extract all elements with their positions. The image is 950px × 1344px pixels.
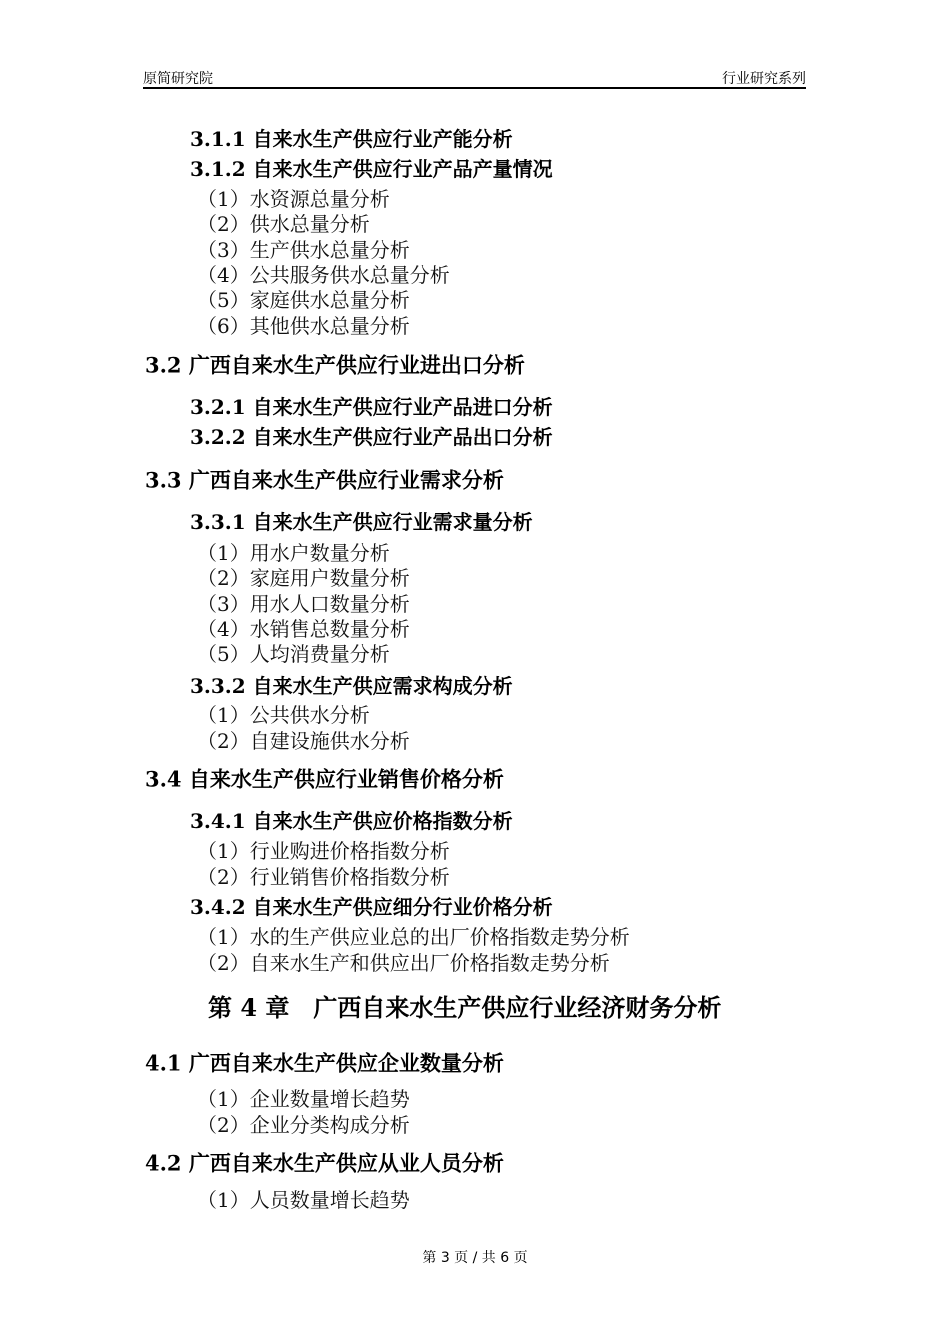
section-heading: 3.2 广西自来水生产供应行业进出口分析: [145, 352, 525, 378]
toc-item: （1）水的生产供应业总的出厂价格指数走势分析: [197, 925, 630, 949]
header-org: 原简研究院: [143, 71, 213, 87]
subsection-heading: 3.1.2 自来水生产供应行业产品产量情况: [190, 157, 553, 181]
subsection-heading: 3.1.1 自来水生产供应行业产能分析: [190, 127, 513, 151]
header-divider: [143, 87, 806, 89]
toc-item: （2）企业分类构成分析: [197, 1113, 410, 1137]
toc-item: （1）用水户数量分析: [197, 541, 390, 565]
page-number: 第 3 页 / 共 6 页: [422, 1250, 528, 1266]
toc-item: （1）企业数量增长趋势: [197, 1087, 410, 1111]
toc-item: （1）公共供水分析: [197, 703, 370, 727]
subsection-heading: 3.4.1 自来水生产供应价格指数分析: [190, 809, 513, 833]
section-heading: 3.4 自来水生产供应行业销售价格分析: [145, 766, 504, 792]
toc-item: （5）家庭供水总量分析: [197, 288, 410, 312]
section-heading: 4.2 广西自来水生产供应从业人员分析: [145, 1150, 504, 1176]
chapter-heading: 第 4 章 广西自来水生产供应行业经济财务分析: [208, 993, 722, 1022]
subsection-heading: 3.3.1 自来水生产供应行业需求量分析: [190, 510, 533, 534]
header-series: 行业研究系列: [722, 71, 806, 87]
toc-item: （2）行业销售价格指数分析: [197, 865, 450, 889]
subsection-heading: 3.3.2 自来水生产供应需求构成分析: [190, 674, 513, 698]
section-heading: 3.3 广西自来水生产供应行业需求分析: [145, 467, 504, 493]
toc-item: （4）公共服务供水总量分析: [197, 263, 450, 287]
toc-item: （2）家庭用户数量分析: [197, 566, 410, 590]
toc-item: （2）自建设施供水分析: [197, 729, 410, 753]
toc-item: （2）供水总量分析: [197, 212, 370, 236]
toc-item: （1）人员数量增长趋势: [197, 1188, 410, 1212]
subsection-heading: 3.2.1 自来水生产供应行业产品进口分析: [190, 395, 553, 419]
section-heading: 4.1 广西自来水生产供应企业数量分析: [145, 1050, 504, 1076]
toc-item: （5）人均消费量分析: [197, 642, 390, 666]
toc-item: （1）水资源总量分析: [197, 187, 390, 211]
toc-item: （3）用水人口数量分析: [197, 592, 410, 616]
toc-item: （3）生产供水总量分析: [197, 238, 410, 262]
toc-item: （4）水销售总数量分析: [197, 617, 410, 641]
toc-item: （6）其他供水总量分析: [197, 314, 410, 338]
subsection-heading: 3.2.2 自来水生产供应行业产品出口分析: [190, 425, 553, 449]
subsection-heading: 3.4.2 自来水生产供应细分行业价格分析: [190, 895, 553, 919]
toc-item: （1）行业购进价格指数分析: [197, 839, 450, 863]
toc-item: （2）自来水生产和供应出厂价格指数走势分析: [197, 951, 610, 975]
